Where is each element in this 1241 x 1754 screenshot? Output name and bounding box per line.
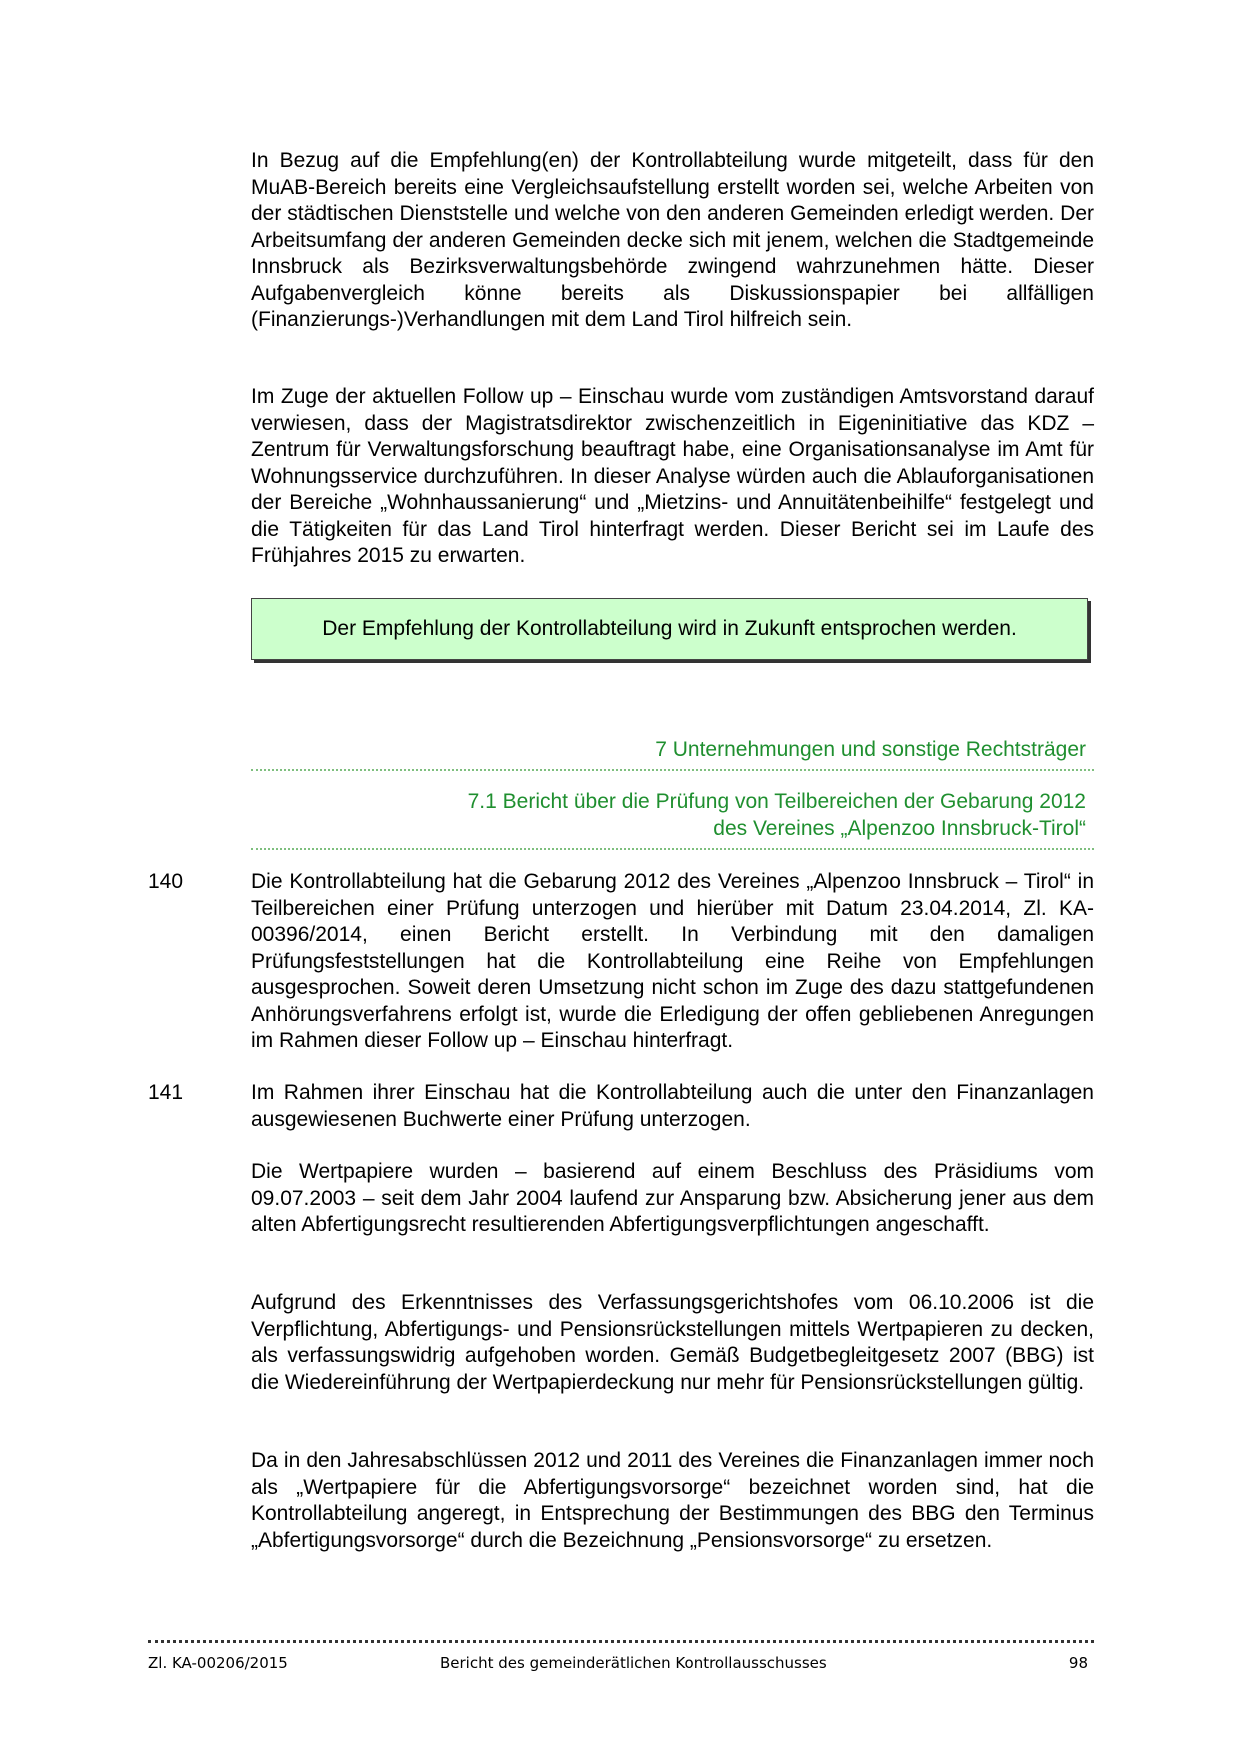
paragraph-number-140: 140 [148, 870, 184, 893]
section-heading-7-1-line1: 7.1 Bericht über die Prüfung von Teilbereichen der Gebarung 2012 [467, 790, 1086, 813]
paragraph-141-terminology: Da in den Jahresabschlüssen 2012 und 2011 des Vereines die Finanzanlagen immer noch als „Wertpapiere für die Abfertigungsvorsorge“ bezeichnet worden sind, hat die Kontrollabteilung angeregt, in Entsprechung der Bestimmungen des BBG den Terminus „Abfertigungsvorsorge“ durch die Bezeichnung „Pensionsvorsorge“ zu ersetzen. [251, 1449, 1094, 1552]
footer-report-title: Bericht des gemeinderätlichen Kontrollausschusses [440, 1654, 827, 1672]
paragraph-140: Die Kontrollabteilung hat die Gebarung 2012 des Vereines „Alpenzoo Innsbruck – Tirol“ in Teilbereichen einer Prüfung unterzogen und hierüber mit Datum 23.04.2014, Zl. KA-00396/2014, einen Bericht erstellt. In Verbindung mit den damaligen Prüfungsfeststellungen hat die Kontrollabteilung eine Reihe von Empfehlungen ausgesprochen. Soweit deren Umsetzung nicht schon im Zuge des dazu stattgefundenen Anhörungsverfahrens erfolgt ist, wurde die Erledigung der offen gebliebenen Anregungen im Rahmen dieser Follow up – Einschau hinterfragt. [251, 870, 1094, 1052]
recommendation-callout-text: Der Empfehlung der Kontrollabteilung wird in Zukunft entsprochen werden. [322, 617, 1017, 640]
footer-dotted-rule [148, 1640, 1094, 1643]
section-heading-7-rule [251, 769, 1094, 771]
section-heading-7-1-rule [251, 848, 1094, 850]
section-heading-7-1-line2: des Vereines „Alpenzoo Innsbruck-Tirol“ [713, 817, 1086, 840]
paragraph-muab-comparison: In Bezug auf die Empfehlung(en) der Kontrollabteilung wurde mitgeteilt, dass für den MuAB-Bereich bereits eine Vergleichsaufstellung erstellt worden sei, welche Arbeiten von der städtischen Dienststelle und welche von den anderen Gemeinden erledigt werden. Der Arbeitsumfang der anderen Gemeinden decke sich mit jenem, welchen die Stadtgemeinde Innsbruck als Bezirksverwaltungsbehörde zwingend wahrzunehmen hätte. Dieser Aufgabenvergleich könne bereits als Diskussionspapier bei allfälligen (Finanzierungs-)Verhandlungen mit dem Land Tirol hilfreich sein. [251, 149, 1094, 331]
paragraph-141-securities: Die Wertpapiere wurden – basierend auf einem Beschluss des Präsidiums vom 09.07.2003 – seit dem Jahr 2004 laufend zur Ansparung bzw. Absicherung jener aus dem alten Abfertigungsrecht resultierenden Abfertigungsverpflichtungen angeschafft. [251, 1160, 1094, 1236]
recommendation-callout [251, 598, 1088, 660]
paragraph-141-court-ruling: Aufgrund des Erkenntnisses des Verfassungsgerichtshofes vom 06.10.2006 ist die Verpflichtung, Abfertigungs- und Pensionsrückstellungen mittels Wertpapieren zu decken, als verfassungswidrig aufgehoben worden. Gemäß Budgetbegleitgesetz 2007 (BBG) ist die Wiedereinführung der Wertpapierdeckung nur mehr für Pensionsrückstellungen gültig. [251, 1291, 1094, 1394]
section-heading-7: 7 Unternehmungen und sonstige Rechtsträger [655, 738, 1086, 761]
paragraph-number-141: 141 [148, 1081, 184, 1104]
footer-page-number: 98 [1068, 1654, 1088, 1672]
paragraph-kdz-analysis: Im Zuge der aktuellen Follow up – Einschau wurde vom zuständigen Amtsvorstand darauf verwiesen, dass der Magistratsdirektor zwischenzeitlich in Eigeninitiative das KDZ – Zentrum für Verwaltungsforschung beauftragt habe, eine Organisationsanalyse im Amt für Wohnungsservice durchzuführen. In dieser Analyse würden auch die Ablauforganisationen der Bereiche „Wohnhaussanierung“ und „Mietzins- und Annuitätenbeihilfe“ festgelegt und die Tätigkeiten für das Land Tirol hinterfragt werden. Dieser Bericht sei im Laufe des Frühjahres 2015 zu erwarten. [251, 385, 1094, 567]
paragraph-141: Im Rahmen ihrer Einschau hat die Kontrollabteilung auch die unter den Finanzanlagen ausgewiesenen Buchwerte einer Prüfung unterzogen. [251, 1081, 1094, 1131]
footer-reference-number: Zl. KA-00206/2015 [148, 1654, 288, 1672]
